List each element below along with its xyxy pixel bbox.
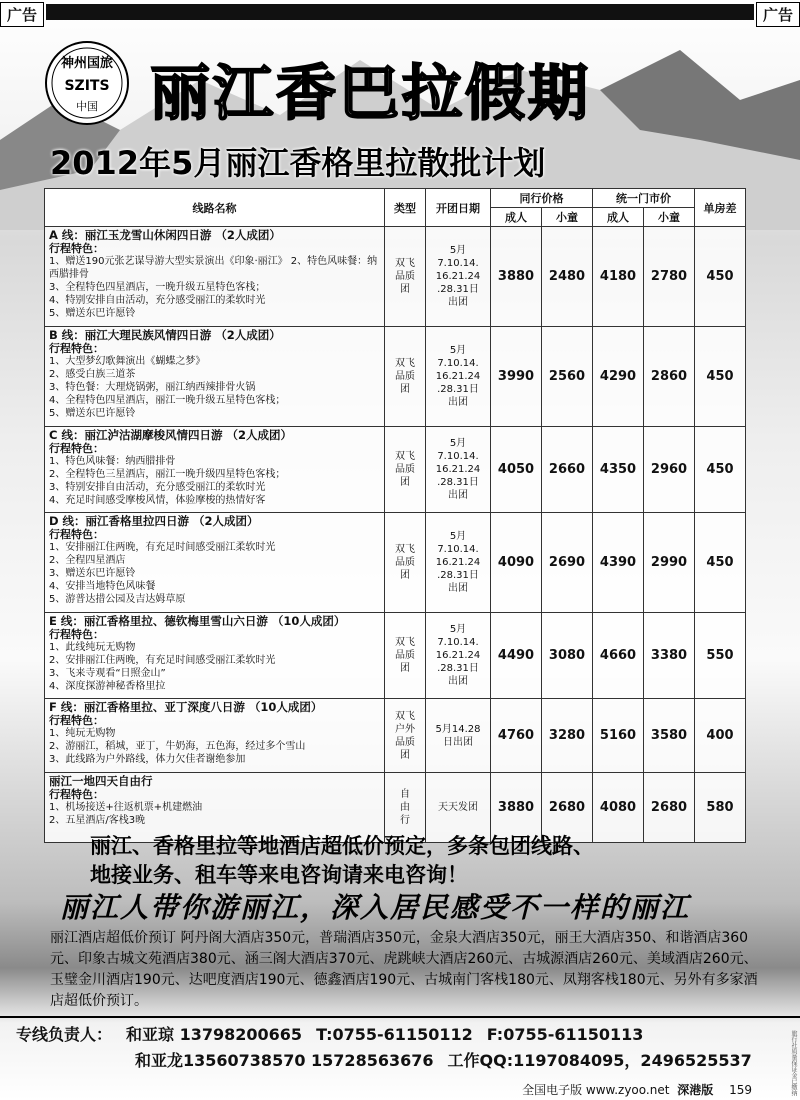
type-line: 品质 bbox=[395, 371, 415, 382]
route-name: F 线：丽江香格里拉、亚丁深度八日游 （10人成团） bbox=[49, 700, 323, 714]
route-feature-item: 4、全程特色四星酒店，丽江一晚升级五星特色客栈； bbox=[49, 395, 286, 406]
type-line: 双飞 bbox=[395, 451, 415, 462]
promo-line: 丽江、香格里拉等地酒店超低价预定，多条包团线路、 bbox=[90, 834, 594, 858]
date-line: 5月 bbox=[449, 245, 467, 256]
price-retail-adult: 4180 bbox=[593, 227, 644, 327]
price-peer-adult: 4760 bbox=[491, 699, 542, 773]
route-feature-label: 行程特色： bbox=[49, 442, 104, 455]
route-cell bbox=[45, 227, 385, 327]
route-feature-item: 5、游普达措公园及吉达姆草原 bbox=[49, 594, 186, 605]
contact-line-1 bbox=[16, 1022, 657, 1045]
price-single: 450 bbox=[695, 513, 746, 613]
date-line: 5月14.28 bbox=[435, 723, 481, 735]
date-line: .28.31日 bbox=[437, 384, 479, 395]
route-feature-label: 行程特色： bbox=[49, 714, 104, 727]
table-row bbox=[45, 613, 746, 699]
date-cell bbox=[426, 513, 491, 613]
route-cell bbox=[45, 427, 385, 513]
contact-person-1: 和亚琼 13798200665 bbox=[126, 1025, 303, 1044]
date-line: 7.10.14. bbox=[437, 358, 479, 369]
date-line: 7.10.14. bbox=[437, 451, 479, 462]
price-peer-child: 2480 bbox=[542, 227, 593, 327]
route-feature-item: 1、此线纯玩无购物 bbox=[49, 642, 136, 653]
table-row bbox=[45, 327, 746, 427]
route-feature-item: 5、赠送东巴许愿铃 bbox=[49, 308, 136, 319]
type-line: 团 bbox=[400, 384, 410, 395]
route-feature-item: 4、特别安排自由活动，充分感受丽江的柔软时光 bbox=[49, 295, 266, 306]
date-cell bbox=[426, 699, 491, 773]
type-line: 团 bbox=[400, 284, 410, 295]
route-feature-label: 行程特色： bbox=[49, 628, 104, 641]
route-cell bbox=[45, 699, 385, 773]
price-single: 450 bbox=[695, 327, 746, 427]
date-line: 16.21.24 bbox=[435, 464, 481, 475]
type-cell bbox=[385, 699, 426, 773]
logo-mid-text: SZITS bbox=[64, 78, 110, 94]
price-retail-child: 3380 bbox=[644, 613, 695, 699]
price-peer-adult: 4090 bbox=[491, 513, 542, 613]
price-single: 450 bbox=[695, 427, 746, 513]
route-feature-item: 2、安排丽江住两晚，有充足时间感受丽江柔软时光 bbox=[49, 655, 276, 666]
type-line: 品质 bbox=[395, 464, 415, 475]
date-line: 16.21.24 bbox=[435, 650, 481, 661]
route-feature-item: 1、特色风味餐：纳西腊排骨 bbox=[49, 456, 176, 467]
szits-logo bbox=[44, 40, 130, 126]
route-feature-item: 4、安排当地特色风味餐 bbox=[49, 581, 156, 592]
date-line: 5月 bbox=[449, 438, 467, 449]
header-type: 类型 bbox=[385, 189, 426, 227]
route-feature-item: 2、全程四星酒店 bbox=[49, 555, 126, 566]
date-cell bbox=[426, 427, 491, 513]
date-line: 7.10.14. bbox=[437, 637, 479, 648]
type-line: 团 bbox=[400, 749, 410, 761]
price-peer-adult: 3880 bbox=[491, 773, 542, 843]
type-line: 品质 bbox=[395, 736, 415, 748]
route-feature-item: 3、赠送东巴许愿铃 bbox=[49, 568, 136, 579]
route-feature-item: 3、飞来寺观看“日照金山” bbox=[49, 668, 166, 679]
price-peer-child: 2560 bbox=[542, 327, 593, 427]
date-line: 7.10.14. bbox=[437, 258, 479, 269]
date-cell bbox=[426, 327, 491, 427]
route-cell bbox=[45, 513, 385, 613]
route-feature-item: 3、特别安排自由活动，充分感受丽江的柔软时光 bbox=[49, 482, 266, 493]
type-line: 团 bbox=[400, 663, 410, 674]
type-line: 双飞 bbox=[395, 637, 415, 648]
price-retail-adult: 5160 bbox=[593, 699, 644, 773]
price-peer-child: 3080 bbox=[542, 613, 593, 699]
date-cell bbox=[426, 227, 491, 327]
route-cell bbox=[45, 613, 385, 699]
route-feature-item: 3、全程特色四星酒店，一晚升级五星特色客栈； bbox=[49, 282, 266, 293]
price-retail-adult: 4290 bbox=[593, 327, 644, 427]
tour-plan-table bbox=[44, 188, 746, 843]
date-line: 7.10.14. bbox=[437, 544, 479, 555]
type-cell bbox=[385, 227, 426, 327]
header-unified-price: 统一门市价 bbox=[593, 189, 695, 208]
date-line: .28.31日 bbox=[437, 570, 479, 581]
divider bbox=[0, 1016, 800, 1018]
logo-bottom-text: 中国 bbox=[76, 100, 98, 113]
price-retail-child: 2860 bbox=[644, 327, 695, 427]
route-feature-item: 2、感受白族三道茶 bbox=[49, 369, 136, 380]
contact-person-2: 和亚龙13560738570 15728563676 bbox=[135, 1051, 434, 1070]
sub-title: 2012年5月丽江香格里拉散批计划 bbox=[50, 144, 546, 182]
main-title: 丽江香巴拉假期 bbox=[150, 59, 591, 129]
date-line: 出团 bbox=[448, 397, 468, 408]
type-cell bbox=[385, 427, 426, 513]
route-cell bbox=[45, 327, 385, 427]
route-feature-item: 1、赠送190元张艺谋导游大型实景演出《印象·丽江》 2、特色风味餐：纳西腊排骨 bbox=[49, 256, 378, 280]
promo-text bbox=[90, 832, 594, 890]
ad-label-right: 广告 bbox=[756, 2, 800, 27]
type-line: 双飞 bbox=[395, 544, 415, 555]
footer-site: 全国电子版 www.zyoo.net bbox=[522, 1083, 670, 1097]
price-retail-child: 2780 bbox=[644, 227, 695, 327]
date-cell bbox=[426, 613, 491, 699]
price-peer-child: 2680 bbox=[542, 773, 593, 843]
price-retail-adult: 4350 bbox=[593, 427, 644, 513]
type-line: 团 bbox=[400, 570, 410, 581]
header-peer-price: 同行价格 bbox=[491, 189, 593, 208]
type-line: 双飞 bbox=[395, 710, 415, 722]
date-line: .28.31日 bbox=[437, 477, 479, 488]
header-peer-adult: 成人 bbox=[491, 208, 542, 227]
type-line: 双飞 bbox=[395, 358, 415, 369]
date-line: 5月 bbox=[449, 345, 467, 356]
price-peer-adult: 4050 bbox=[491, 427, 542, 513]
type-line: 自 bbox=[400, 789, 410, 800]
contact-line-2 bbox=[135, 1048, 766, 1071]
table-row bbox=[45, 513, 746, 613]
header-route: 线路名称 bbox=[45, 189, 385, 227]
price-retail-child: 2960 bbox=[644, 427, 695, 513]
type-line: 品质 bbox=[395, 650, 415, 661]
date-line: 16.21.24 bbox=[435, 271, 481, 282]
date-line: .28.31日 bbox=[437, 663, 479, 674]
route-feature-item: 4、深度探游神秘香格里拉 bbox=[49, 681, 166, 692]
date-line: 16.21.24 bbox=[435, 371, 481, 382]
type-line: 团 bbox=[400, 477, 410, 488]
footer bbox=[522, 1081, 752, 1098]
header-retail-child: 小童 bbox=[644, 208, 695, 227]
date-line: 出团 bbox=[448, 297, 468, 308]
date-line: 5月 bbox=[449, 624, 467, 635]
date-line: 5月 bbox=[449, 531, 467, 542]
route-name: 丽江一地四天自由行 bbox=[49, 774, 153, 788]
footer-page: 159 bbox=[729, 1083, 752, 1097]
price-peer-adult: 4490 bbox=[491, 613, 542, 699]
header-single: 单房差 bbox=[695, 189, 746, 227]
date-line: 16.21.24 bbox=[435, 557, 481, 568]
route-name: D 线：丽江香格里拉四日游 （2人成团） bbox=[49, 514, 259, 528]
route-feature-item: 5、赠送东巴许愿铃 bbox=[49, 408, 136, 419]
route-feature-label: 行程特色： bbox=[49, 342, 104, 355]
type-cell bbox=[385, 327, 426, 427]
price-single: 450 bbox=[695, 227, 746, 327]
promo-line: 地接业务、租车等来电咨询请来电咨询！ bbox=[90, 863, 468, 887]
price-retail-child: 2680 bbox=[644, 773, 695, 843]
price-peer-child: 3280 bbox=[542, 699, 593, 773]
side-note: 旅行社质量保证金已缴纳 bbox=[790, 1030, 797, 1096]
header-retail-adult: 成人 bbox=[593, 208, 644, 227]
price-retail-adult: 4390 bbox=[593, 513, 644, 613]
date-line: 日出团 bbox=[443, 736, 473, 748]
route-feature-item: 1、大型梦幻歌舞演出《蝴蝶之梦》 bbox=[49, 356, 206, 367]
route-name: A 线：丽江玉龙雪山休闲四日游 （2人成团） bbox=[49, 228, 281, 242]
ad-label-left: 广告 bbox=[0, 2, 44, 27]
route-feature-item: 1、机场接送+往返机票+机建燃油 bbox=[49, 802, 203, 813]
price-retail-adult: 4080 bbox=[593, 773, 644, 843]
price-peer-child: 2660 bbox=[542, 427, 593, 513]
route-feature-label: 行程特色： bbox=[49, 528, 104, 541]
price-peer-adult: 3990 bbox=[491, 327, 542, 427]
price-retail-child: 3580 bbox=[644, 699, 695, 773]
date-line: 天天发团 bbox=[438, 802, 478, 813]
date-line: .28.31日 bbox=[437, 284, 479, 295]
type-line: 品质 bbox=[395, 557, 415, 568]
contact-label: 专线负责人： bbox=[16, 1025, 113, 1044]
header-peer-child: 小童 bbox=[542, 208, 593, 227]
type-line: 行 bbox=[400, 815, 410, 826]
date-line: 出团 bbox=[448, 583, 468, 594]
date-line: 出团 bbox=[448, 676, 468, 687]
table-row bbox=[45, 427, 746, 513]
type-cell bbox=[385, 513, 426, 613]
route-name: E 线：丽江香格里拉、德钦梅里雪山六日游 （10人成团） bbox=[49, 614, 346, 628]
type-line: 品质 bbox=[395, 271, 415, 282]
price-peer-adult: 3880 bbox=[491, 227, 542, 327]
header-date: 开团日期 bbox=[426, 189, 491, 227]
price-retail-child: 2990 bbox=[644, 513, 695, 613]
price-peer-child: 2690 bbox=[542, 513, 593, 613]
contact-qq: 工作QQ:1197084095，2496525537 bbox=[447, 1051, 752, 1070]
route-feature-label: 行程特色： bbox=[49, 242, 104, 255]
footer-edition: 深港版 bbox=[677, 1083, 714, 1097]
contact-tel: T:0755-61150112 bbox=[316, 1025, 473, 1044]
table-row bbox=[45, 699, 746, 773]
price-single: 580 bbox=[695, 773, 746, 843]
contact-fax: F:0755-61150113 bbox=[486, 1025, 644, 1044]
route-feature-item: 1、安排丽江住两晚，有充足时间感受丽江柔软时光 bbox=[49, 542, 276, 553]
route-feature-item: 4、充足时间感受摩梭风情，体验摩梭的热情好客 bbox=[49, 495, 266, 506]
route-name: C 线：丽江泸沽湖摩梭风情四日游 （2人成团） bbox=[49, 428, 292, 442]
price-single: 400 bbox=[695, 699, 746, 773]
table-row bbox=[45, 227, 746, 327]
route-feature-item: 2、游丽江，稻城，亚丁，牛奶海，五色海，经过多个雪山 bbox=[49, 741, 306, 752]
price-retail-adult: 4660 bbox=[593, 613, 644, 699]
price-single: 550 bbox=[695, 613, 746, 699]
type-line: 户外 bbox=[395, 723, 415, 735]
route-name: B 线：丽江大理民族风情四日游 （2人成团） bbox=[49, 328, 281, 342]
route-feature-label: 行程特色： bbox=[49, 788, 104, 801]
type-line: 由 bbox=[400, 802, 410, 813]
top-bar bbox=[46, 4, 754, 20]
slogan: 丽江人带你游丽江，深入居民感受不一样的丽江 bbox=[60, 891, 691, 924]
route-feature-item: 3、此线路为户外路线，体力欠佳者谢绝参加 bbox=[49, 754, 246, 765]
type-line: 双飞 bbox=[395, 258, 415, 269]
hotel-list: 丽江酒店超低价预订 阿丹阁大酒店350元，普瑞酒店350元，金泉大酒店350元，丽王大酒店350、和谐酒店360元、印象古城文苑酒店380元、涵三阁大酒店370元、虎跳峡大酒店260元、古城源酒店260元、美域酒店260元、玉璧金川酒店190元、达吧度酒店190元、德鑫酒店190元、古城南门客栈180元、凤翔客栈180元、另外有多家酒店超低价预订。 bbox=[50, 930, 758, 1009]
route-feature-item: 2、五星酒店/客栈3晚 bbox=[49, 815, 146, 826]
type-cell bbox=[385, 613, 426, 699]
route-feature-item: 2、全程特色三星酒店，丽江一晚升级四星特色客栈； bbox=[49, 469, 286, 480]
route-feature-item: 3、特色餐：大理烧锅粥，丽江纳西辣排骨火锅 bbox=[49, 382, 256, 393]
date-line: 出团 bbox=[448, 490, 468, 501]
logo-top-text: 神州国旅 bbox=[60, 56, 114, 71]
route-feature-item: 1、纯玩无购物 bbox=[49, 728, 116, 739]
